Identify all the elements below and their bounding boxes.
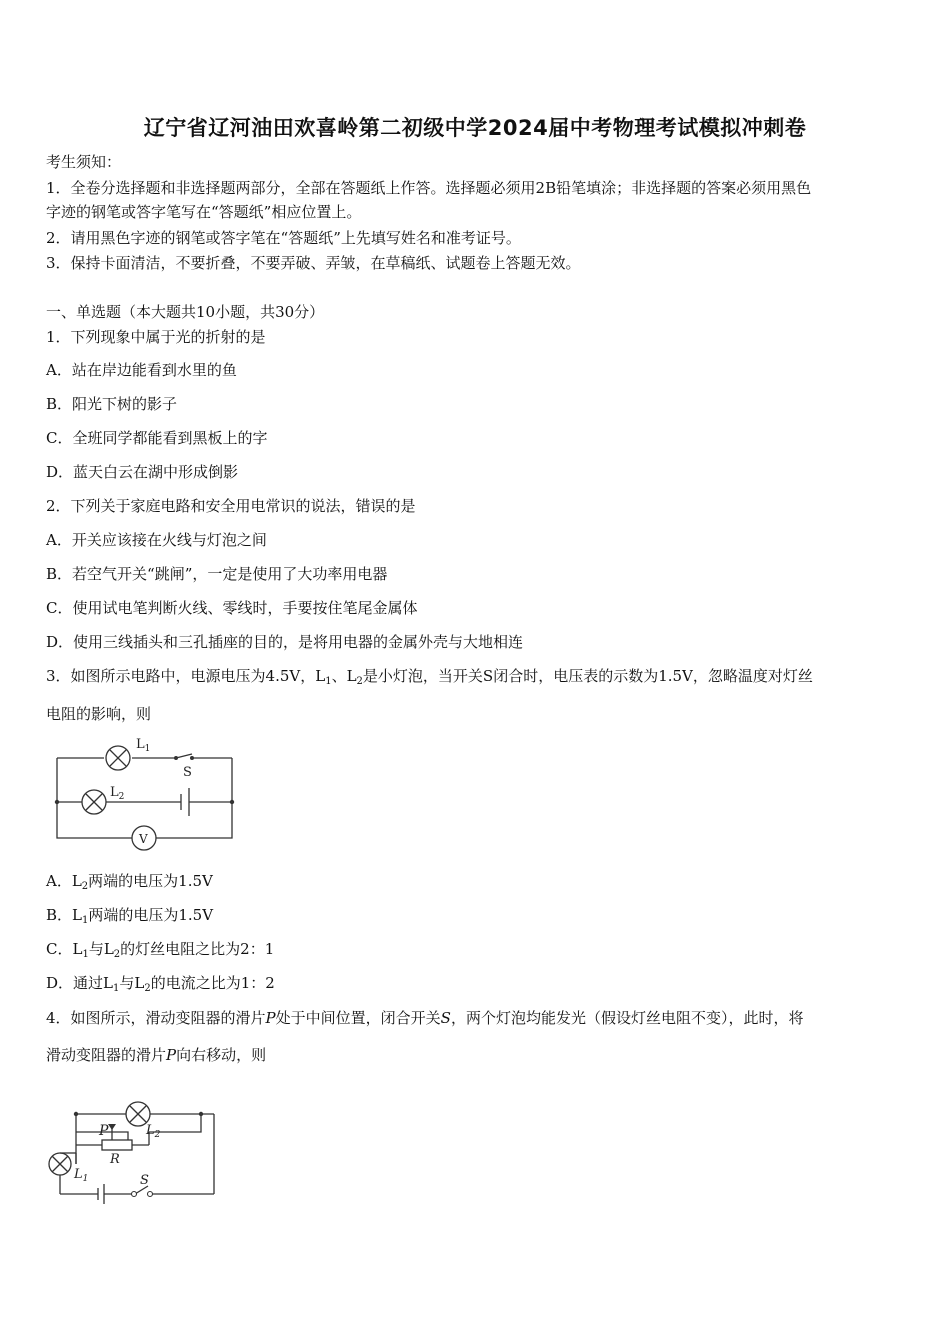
q3-circuit-diagram bbox=[50, 734, 240, 859]
q2-option-d[interactable]: D．使用三线插头和三孔插座的目的，是将用电器的金属外壳与大地相连 bbox=[46, 633, 524, 651]
page-title: 辽宁省辽河油田欢喜岭第二初级中学2024届中考物理考试模拟冲刺卷 bbox=[143, 116, 807, 140]
q2-option-c[interactable]: C．使用试电笔判断火线、零线时，手要按住笔尾金属体 bbox=[46, 599, 418, 617]
q2-option-b[interactable]: B．若空气开关“跳闸”，一定是使用了大功率用电器 bbox=[46, 565, 388, 583]
q3-option-d[interactable]: D．通过$L_1$与$L_2$的电流之比为1：2 bbox=[46, 974, 275, 994]
notice-heading: 考生须知： bbox=[46, 153, 122, 171]
q3-option-b[interactable]: B．$L_1$两端的电压为1.5V bbox=[46, 906, 214, 926]
q4-stem-line1: 4．如图所示，滑动变阻器的滑片P处于中间位置，闭合开关S，两个灯泡均能发光（假设灯丝电阻不变），此时，将 bbox=[46, 1009, 804, 1027]
q4-fig-l1-label: $L_1$ bbox=[74, 1167, 89, 1184]
q4-stem-line2: 滑动变阻器的滑片P向右移动，则 bbox=[46, 1046, 267, 1064]
q1-option-c[interactable]: C．全班同学都能看到黑板上的字 bbox=[46, 429, 268, 447]
q1-option-d[interactable]: D．蓝天白云在湖中形成倒影 bbox=[46, 463, 239, 481]
q3-option-c[interactable]: C．$L_1$与$L_2$的灯丝电阻之比为2：1 bbox=[46, 940, 275, 960]
q3-fig-voltmeter-label: V bbox=[139, 832, 148, 846]
q3-option-a[interactable]: A．$L_2$两端的电压为1.5V bbox=[46, 872, 213, 892]
notice-item-3: 3．保持卡面清洁，不要折叠，不要弄破、弄皱，在草稿纸、试题卷上答题无效。 bbox=[46, 254, 581, 272]
q4-fig-slider-label: P bbox=[99, 1123, 109, 1139]
q1-option-a[interactable]: A．站在岸边能看到水里的鱼 bbox=[46, 361, 237, 379]
notice-item-2: 2．请用黑色字迹的钢笔或答字笔在“答题纸”上先填写姓名和准考证号。 bbox=[46, 229, 521, 247]
q1-option-b[interactable]: B．阳光下树的影子 bbox=[46, 395, 178, 413]
q1-stem: 1．下列现象中属于光的折射的是 bbox=[46, 328, 266, 346]
notice-item-1: 1．全卷分选择题和非选择题两部分，全部在答题纸上作答。选择题必须用2B铅笔填涂；非选择题的答案必须用黑色 bbox=[46, 179, 812, 197]
section-heading: 一、单选题（本大题共10小题，共30分） bbox=[46, 303, 325, 321]
notice-item-1-cont: 字迹的钢笔或答字笔写在“答题纸”相应位置上。 bbox=[46, 203, 362, 221]
q3-stem-line1: 3．如图所示电路中，电源电压为4.5V，$L_1$、$L_2$是小灯泡，当开关S闭合时，电压表的示数为1.5V，忽略温度对灯丝 bbox=[46, 667, 813, 687]
q4-fig-l2-label: $L_2$ bbox=[146, 1123, 161, 1140]
q2-stem: 2．下列关于家庭电路和安全用电常识的说法，错误的是 bbox=[46, 497, 416, 515]
q4-circuit-diagram bbox=[46, 1078, 221, 1208]
q2-option-a[interactable]: A．开关应该接在火线与灯泡之间 bbox=[46, 531, 267, 549]
q4-fig-switch-label: S bbox=[140, 1173, 149, 1188]
q3-fig-l2-label: $L_2$ bbox=[110, 785, 125, 802]
q3-stem-line2: 电阻的影响，则 bbox=[46, 705, 152, 723]
q3-fig-switch-label: S bbox=[183, 765, 192, 780]
q4-fig-rheostat-label: R bbox=[110, 1152, 120, 1167]
q3-fig-l1-label: $L_1$ bbox=[136, 737, 151, 754]
